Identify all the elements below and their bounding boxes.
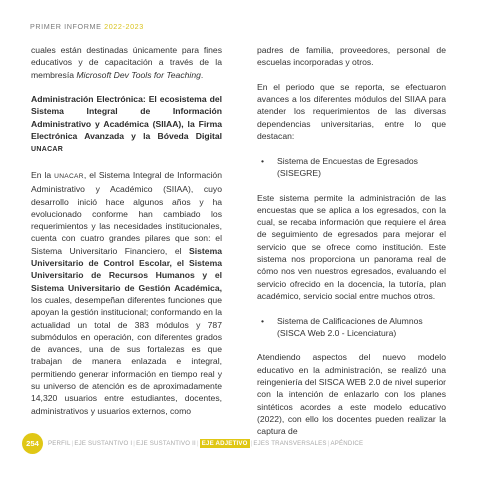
footer-navigation (48, 439, 363, 448)
text-run: . (200, 69, 204, 80)
right-paragraph-1: padres de familia, proveedores, personal de escuelas incorporadas y otros. (257, 45, 446, 68)
footer-nav-eje-adjetivo[interactable]: EJE ADJETIVO (201, 440, 248, 447)
bullet-item-sisegre (257, 155, 446, 180)
report-year: 2022-2023 (104, 22, 144, 31)
membership-name: Microsoft Dev Tools for Teaching (76, 69, 201, 80)
report-header (30, 22, 144, 31)
left-paragraph-2 (31, 169, 222, 417)
bullet-text: Sistema de Encuestas de Egresados (SISEGRE) (277, 155, 418, 178)
left-paragraph-1 (31, 44, 222, 81)
footer-nav-apendice[interactable]: APÉNDICE (330, 440, 364, 447)
footer-nav-eje-sustantivo-2[interactable]: EJE SUSTANTIVO II (136, 440, 196, 447)
bold-run: Sistema Universitario de Control Escolar, el Sistema Universitario de Recursos Humanos y el Sistema Universitario de Gestión Académica, (31, 245, 222, 293)
bullet-item-sisca (257, 315, 446, 340)
text-run: En la (31, 169, 55, 180)
text-run: , el Sistema Integral de Información Administrativo y Académico (SIIAA), cuyo desarrollo inició hace algunos años y ha evolucionado conforme han cambiado los requerimientos y las necesidades institucionales, cuenta con cuatro grandes pilares que son: el Sistema Universitario Financiero, el (31, 169, 222, 256)
page-number-badge: 254 (22, 433, 43, 454)
footer-nav-perfil[interactable]: PERFIL (48, 440, 71, 447)
right-column (257, 44, 446, 450)
text-run: los cuales, desempeñan diferentes funciones que apoyan la gestión institucional; conformando en la actualidad un total de 383 módulos y 787 submódulos en operación, con diferentes grados de avances, una de sus fortalezas es que trabajan de manera enlazada e integral, permitiendo generar información en tiempo real y su universo de atención es de aproximadamente 14,320 usuarios entre estudiantes, docentes, administrativos y usuarios externos, como (31, 294, 222, 416)
divider: | (71, 440, 74, 447)
divider: | (196, 440, 199, 447)
heading-smallcaps: UNACAR (31, 146, 64, 154)
section-heading (31, 93, 222, 156)
divider: | (327, 440, 330, 447)
text-run: cuales están destinadas únicamente para fines educativos y de capacitación a través de la membresía (31, 45, 222, 80)
heading-text: Administración Electrónica: El ecosistema del Sistema Integral de Información Administrativo y Académica (SIIAA), la Firma Electrónica Avanzada y la Bóveda Digital (31, 94, 222, 142)
divider: | (250, 440, 253, 447)
bullet-icon: • (261, 315, 265, 326)
bullet-text: Sistema de Calificaciones de Alumnos (SISCA Web 2.0 - Licenciatura) (277, 315, 423, 338)
divider: | (133, 440, 136, 447)
bullet-icon: • (261, 155, 265, 166)
right-paragraph-2: En el periodo que se reporta, se efectuaron avances a los diferentes módulos del SIIAA para atender los requerimientos de las diversas dependencias universitarias, entre lo que destacan: (257, 81, 446, 142)
report-title: PRIMER INFORME (30, 22, 105, 31)
smallcaps-run: UNACAR (54, 172, 84, 180)
left-column (31, 44, 222, 429)
footer-nav-eje-sustantivo-1[interactable]: EJE SUSTANTIVO I (74, 440, 133, 447)
right-paragraph-3: Este sistema permite la administración de las encuestas que se aplica a los egresados, con la cual, se recaba información que requiere el área de seguimiento de egresados para mejorar el servicio que se ofrece como institución. Este sistema nos proporciona un panorama real de cómo nos ven nuestros egresados, evaluando el servicio ofrecido en la docencia, la tutoría, plan académico, servicio social entre muchos otros. (257, 192, 446, 301)
right-paragraph-4: Atendiendo aspectos del nuevo modelo educativo en la administración, se realizó una reingeniería del SISCA WEB 2.0 de nivel superior con la intención de enlazarlo con los planes sintéticos acordes a este modelo educativo (2022), con ello los docentes pueden realizar la captura de (257, 352, 446, 437)
footer-nav-ejes-transversales[interactable]: EJES TRANSVERSALES (253, 440, 327, 447)
